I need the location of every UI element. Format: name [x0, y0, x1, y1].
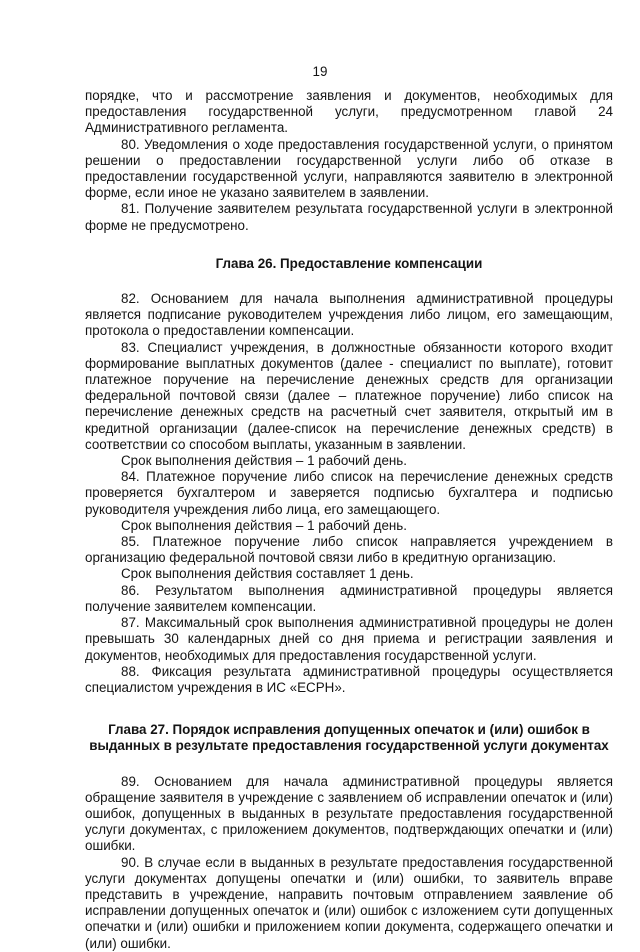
paragraph-81: 81. Получение заявителем результата государственной услуги в электронной форме не предусмотрено. — [85, 201, 613, 233]
chapter-27-heading: Глава 27. Порядок исправления допущенных опечаток и (или) ошибок в выданных в результате предоставления государственной услуги документах — [89, 722, 609, 754]
paragraph-84: 84. Платежное поручение либо список на перечисление денежных средств проверяется бухгалтером и заверяется подписью бухгалтера и подписью руководителя учреждения либо лица, его замещающего. — [85, 469, 613, 517]
deadline-83: Срок выполнения действия – 1 рабочий день. — [121, 453, 407, 469]
deadline-85: Срок выполнения действия составляет 1 день. — [121, 566, 414, 582]
deadline-84: Срок выполнения действия – 1 рабочий день. — [121, 517, 407, 533]
paragraph-83: 83. Специалист учреждения, в должностные обязанности которого входит формирование выплатных документов (далее - специалист по выплате), готовит платежное поручение на перечисление денежных средств для организации федеральной почтовой связи (далее – платежное поручение) либо список на перечисление денежных средств на расчетный счет заявителя, открытый им в кредитной организации (далее-список на перечисление денежных средств) в соответствии со способом выплаты, указанным в заявлении. — [85, 339, 613, 452]
document-body — [85, 88, 613, 952]
paragraph-88: 88. Фиксация результата административной процедуры осуществляется специалистом учреждения в ИС «ЕСРН». — [85, 663, 613, 695]
paragraph-86: 86. Результатом выполнения административной процедуры является получение заявителем компенсации. — [85, 582, 613, 614]
page-number: 19 — [312, 64, 328, 79]
paragraph-85: 85. Платежное поручение либо список направляется учреждением в организацию федеральной почтовой связи либо в кредитную организацию. — [85, 534, 613, 566]
paragraph-89: 89. Основанием для начала административной процедуры является обращение заявителя в учреждение с заявлением об исправлении опечаток и (или) ошибок, допущенных в выданных в результате предоставления государственной услуги документах, с приложением документов, подтверждающих опечатки и (или) ошибки. — [85, 773, 613, 854]
paragraph-80: 80. Уведомления о ходе предоставления государственной услуги, о принятом решении о предоставлении государственной услуги либо об отказе в предоставлении государственной услуги, направляются заявителю в электронной форме, если иное не указано заявителем в заявлении. — [85, 136, 613, 201]
paragraph-continuation: порядке, что и рассмотрение заявления и документов, необходимых для предоставления государственной услуги, предусмотренном главой 24 Административного регламента. — [85, 88, 613, 136]
paragraph-87: 87. Максимальный срок выполнения административной процедуры не долен превышать 30 календарных дней со дня приема и регистрации заявления и документов, необходимых для предоставления государственной услуги. — [85, 615, 613, 663]
paragraph-82: 82. Основанием для начала выполнения административной процедуры является подписание руководителем учреждения либо лицом, его замещающим, протокола о предоставлении компенсации. — [85, 291, 613, 339]
chapter-26-heading: Глава 26. Предоставление компенсации — [215, 255, 483, 271]
paragraph-90: 90. В случае если в выданных в результате предоставления государственной услуги документах допущены опечатки и (или) ошибки, то заявитель вправе представить в учреждение, направить почтовым отправлением заявление об исправлении допущенных опечаток и (или) ошибок с изложением сути допущенных опечатки и (или) ошибки и приложением копии документа, содержащего опечатки и (или) ошибки. — [85, 854, 613, 951]
